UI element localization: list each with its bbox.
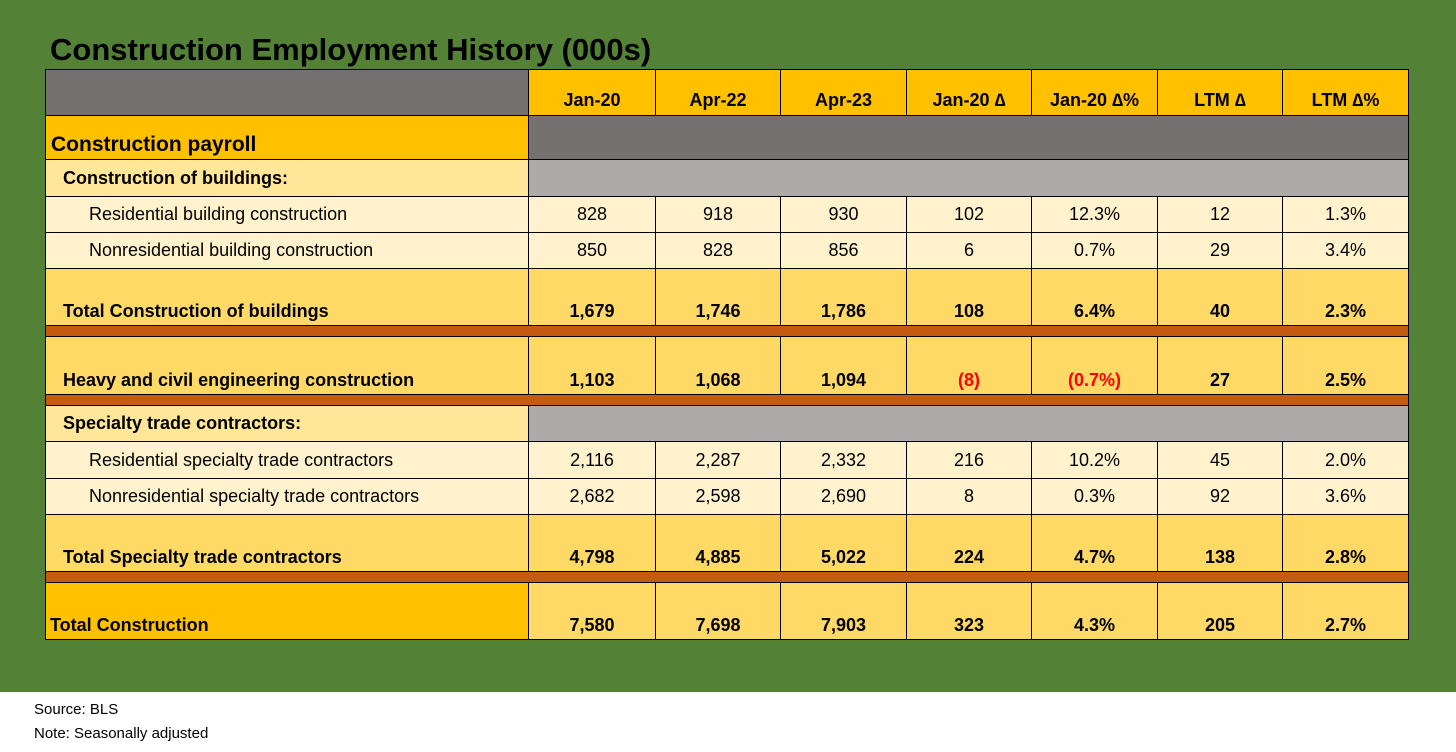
source-note: Source: BLS xyxy=(34,701,119,718)
table-cell: 2,287 xyxy=(656,442,781,479)
table-cell: 2.7% xyxy=(1283,583,1409,640)
table-cell: 2.3% xyxy=(1283,269,1409,326)
row-label: Total Specialty trade contractors xyxy=(46,515,529,572)
page-title: Construction Employment History (000s) xyxy=(50,32,652,67)
separator-row xyxy=(46,395,1409,406)
table-cell: 1,103 xyxy=(529,337,656,395)
col-header: Apr-22 xyxy=(656,70,781,116)
row-label: Total Construction of buildings xyxy=(46,269,529,326)
row-label: Specialty trade contractors: xyxy=(46,406,529,442)
table-cell: 4.7% xyxy=(1032,515,1158,572)
table-cell: 2,598 xyxy=(656,479,781,515)
table-cell: 4,885 xyxy=(656,515,781,572)
subhead-row xyxy=(46,406,1409,442)
table-row xyxy=(46,269,1409,326)
separator-row xyxy=(46,326,1409,337)
table-cell: 1,094 xyxy=(781,337,907,395)
table-cell: 7,903 xyxy=(781,583,907,640)
table-cell: 6.4% xyxy=(1032,269,1158,326)
subhead-row xyxy=(46,160,1409,197)
table-cell: (8) xyxy=(907,337,1032,395)
table-cell: 27 xyxy=(1158,337,1283,395)
section-label: Construction payroll xyxy=(46,116,529,160)
table-cell: 7,698 xyxy=(656,583,781,640)
table-cell: 12.3% xyxy=(1032,197,1158,233)
table-cell: 102 xyxy=(907,197,1032,233)
table-cell: 1.3% xyxy=(1283,197,1409,233)
table-cell: 1,068 xyxy=(656,337,781,395)
table-cell: 7,580 xyxy=(529,583,656,640)
col-header: Jan-20 ∆ xyxy=(907,70,1032,116)
table-cell: 856 xyxy=(781,233,907,269)
table-cell: 12 xyxy=(1158,197,1283,233)
employment-table xyxy=(45,69,1409,640)
table-cell: 0.7% xyxy=(1032,233,1158,269)
table-cell: 40 xyxy=(1158,269,1283,326)
table-cell: 2.5% xyxy=(1283,337,1409,395)
table-cell: 0.3% xyxy=(1032,479,1158,515)
row-label: Residential building construction xyxy=(46,197,529,233)
table-cell: 828 xyxy=(656,233,781,269)
table-cell: 8 xyxy=(907,479,1032,515)
table-cell: 29 xyxy=(1158,233,1283,269)
table-cell: 1,746 xyxy=(656,269,781,326)
table-cell: 3.6% xyxy=(1283,479,1409,515)
seasonal-note: Note: Seasonally adjusted xyxy=(34,725,209,742)
table-cell: 323 xyxy=(907,583,1032,640)
table-cell: 216 xyxy=(907,442,1032,479)
table-cell: 930 xyxy=(781,197,907,233)
row-label: Heavy and civil engineering construction xyxy=(46,337,529,395)
table-cell: 205 xyxy=(1158,583,1283,640)
header-blank-cell xyxy=(46,70,529,116)
footer-notes xyxy=(34,698,208,746)
table-cell: 4,798 xyxy=(529,515,656,572)
col-header: LTM ∆% xyxy=(1283,70,1409,116)
table-cell: 10.2% xyxy=(1032,442,1158,479)
table-cell: 2,690 xyxy=(781,479,907,515)
table-cell: (0.7%) xyxy=(1032,337,1158,395)
col-header: Jan-20 ∆% xyxy=(1032,70,1158,116)
row-label: Residential specialty trade contractors xyxy=(46,442,529,479)
table-cell: 828 xyxy=(529,197,656,233)
table-row xyxy=(46,197,1409,233)
table-row xyxy=(46,479,1409,515)
separator-bar xyxy=(46,326,1409,337)
subhead-fill xyxy=(529,160,1409,197)
separator-row xyxy=(46,572,1409,583)
table-cell: 5,022 xyxy=(781,515,907,572)
table-cell: 138 xyxy=(1158,515,1283,572)
table-cell: 1,679 xyxy=(529,269,656,326)
subhead-fill xyxy=(529,406,1409,442)
table-cell: 3.4% xyxy=(1283,233,1409,269)
table-row xyxy=(46,233,1409,269)
table-cell: 6 xyxy=(907,233,1032,269)
row-label: Construction of buildings: xyxy=(46,160,529,197)
table-cell: 92 xyxy=(1158,479,1283,515)
table-row xyxy=(46,515,1409,572)
table-cell: 2.0% xyxy=(1283,442,1409,479)
table-row xyxy=(46,337,1409,395)
separator-bar xyxy=(46,572,1409,583)
col-header: Apr-23 xyxy=(781,70,907,116)
section-row xyxy=(46,116,1409,160)
row-label: Nonresidential building construction xyxy=(46,233,529,269)
table-cell: 45 xyxy=(1158,442,1283,479)
row-label: Nonresidential specialty trade contractors xyxy=(46,479,529,515)
table-cell: 2,682 xyxy=(529,479,656,515)
table-cell: 2,332 xyxy=(781,442,907,479)
table-cell: 108 xyxy=(907,269,1032,326)
table-cell: 918 xyxy=(656,197,781,233)
table-cell: 4.3% xyxy=(1032,583,1158,640)
table-cell: 2,116 xyxy=(529,442,656,479)
table-row xyxy=(46,442,1409,479)
table-cell: 224 xyxy=(907,515,1032,572)
col-header: LTM ∆ xyxy=(1158,70,1283,116)
col-header: Jan-20 xyxy=(529,70,656,116)
table-cell: 1,786 xyxy=(781,269,907,326)
section-fill xyxy=(529,116,1409,160)
separator-bar xyxy=(46,395,1409,406)
header-row xyxy=(46,70,1409,116)
table-cell: 2.8% xyxy=(1283,515,1409,572)
row-label: Total Construction xyxy=(46,583,529,640)
table-row xyxy=(46,583,1409,640)
table-cell: 850 xyxy=(529,233,656,269)
